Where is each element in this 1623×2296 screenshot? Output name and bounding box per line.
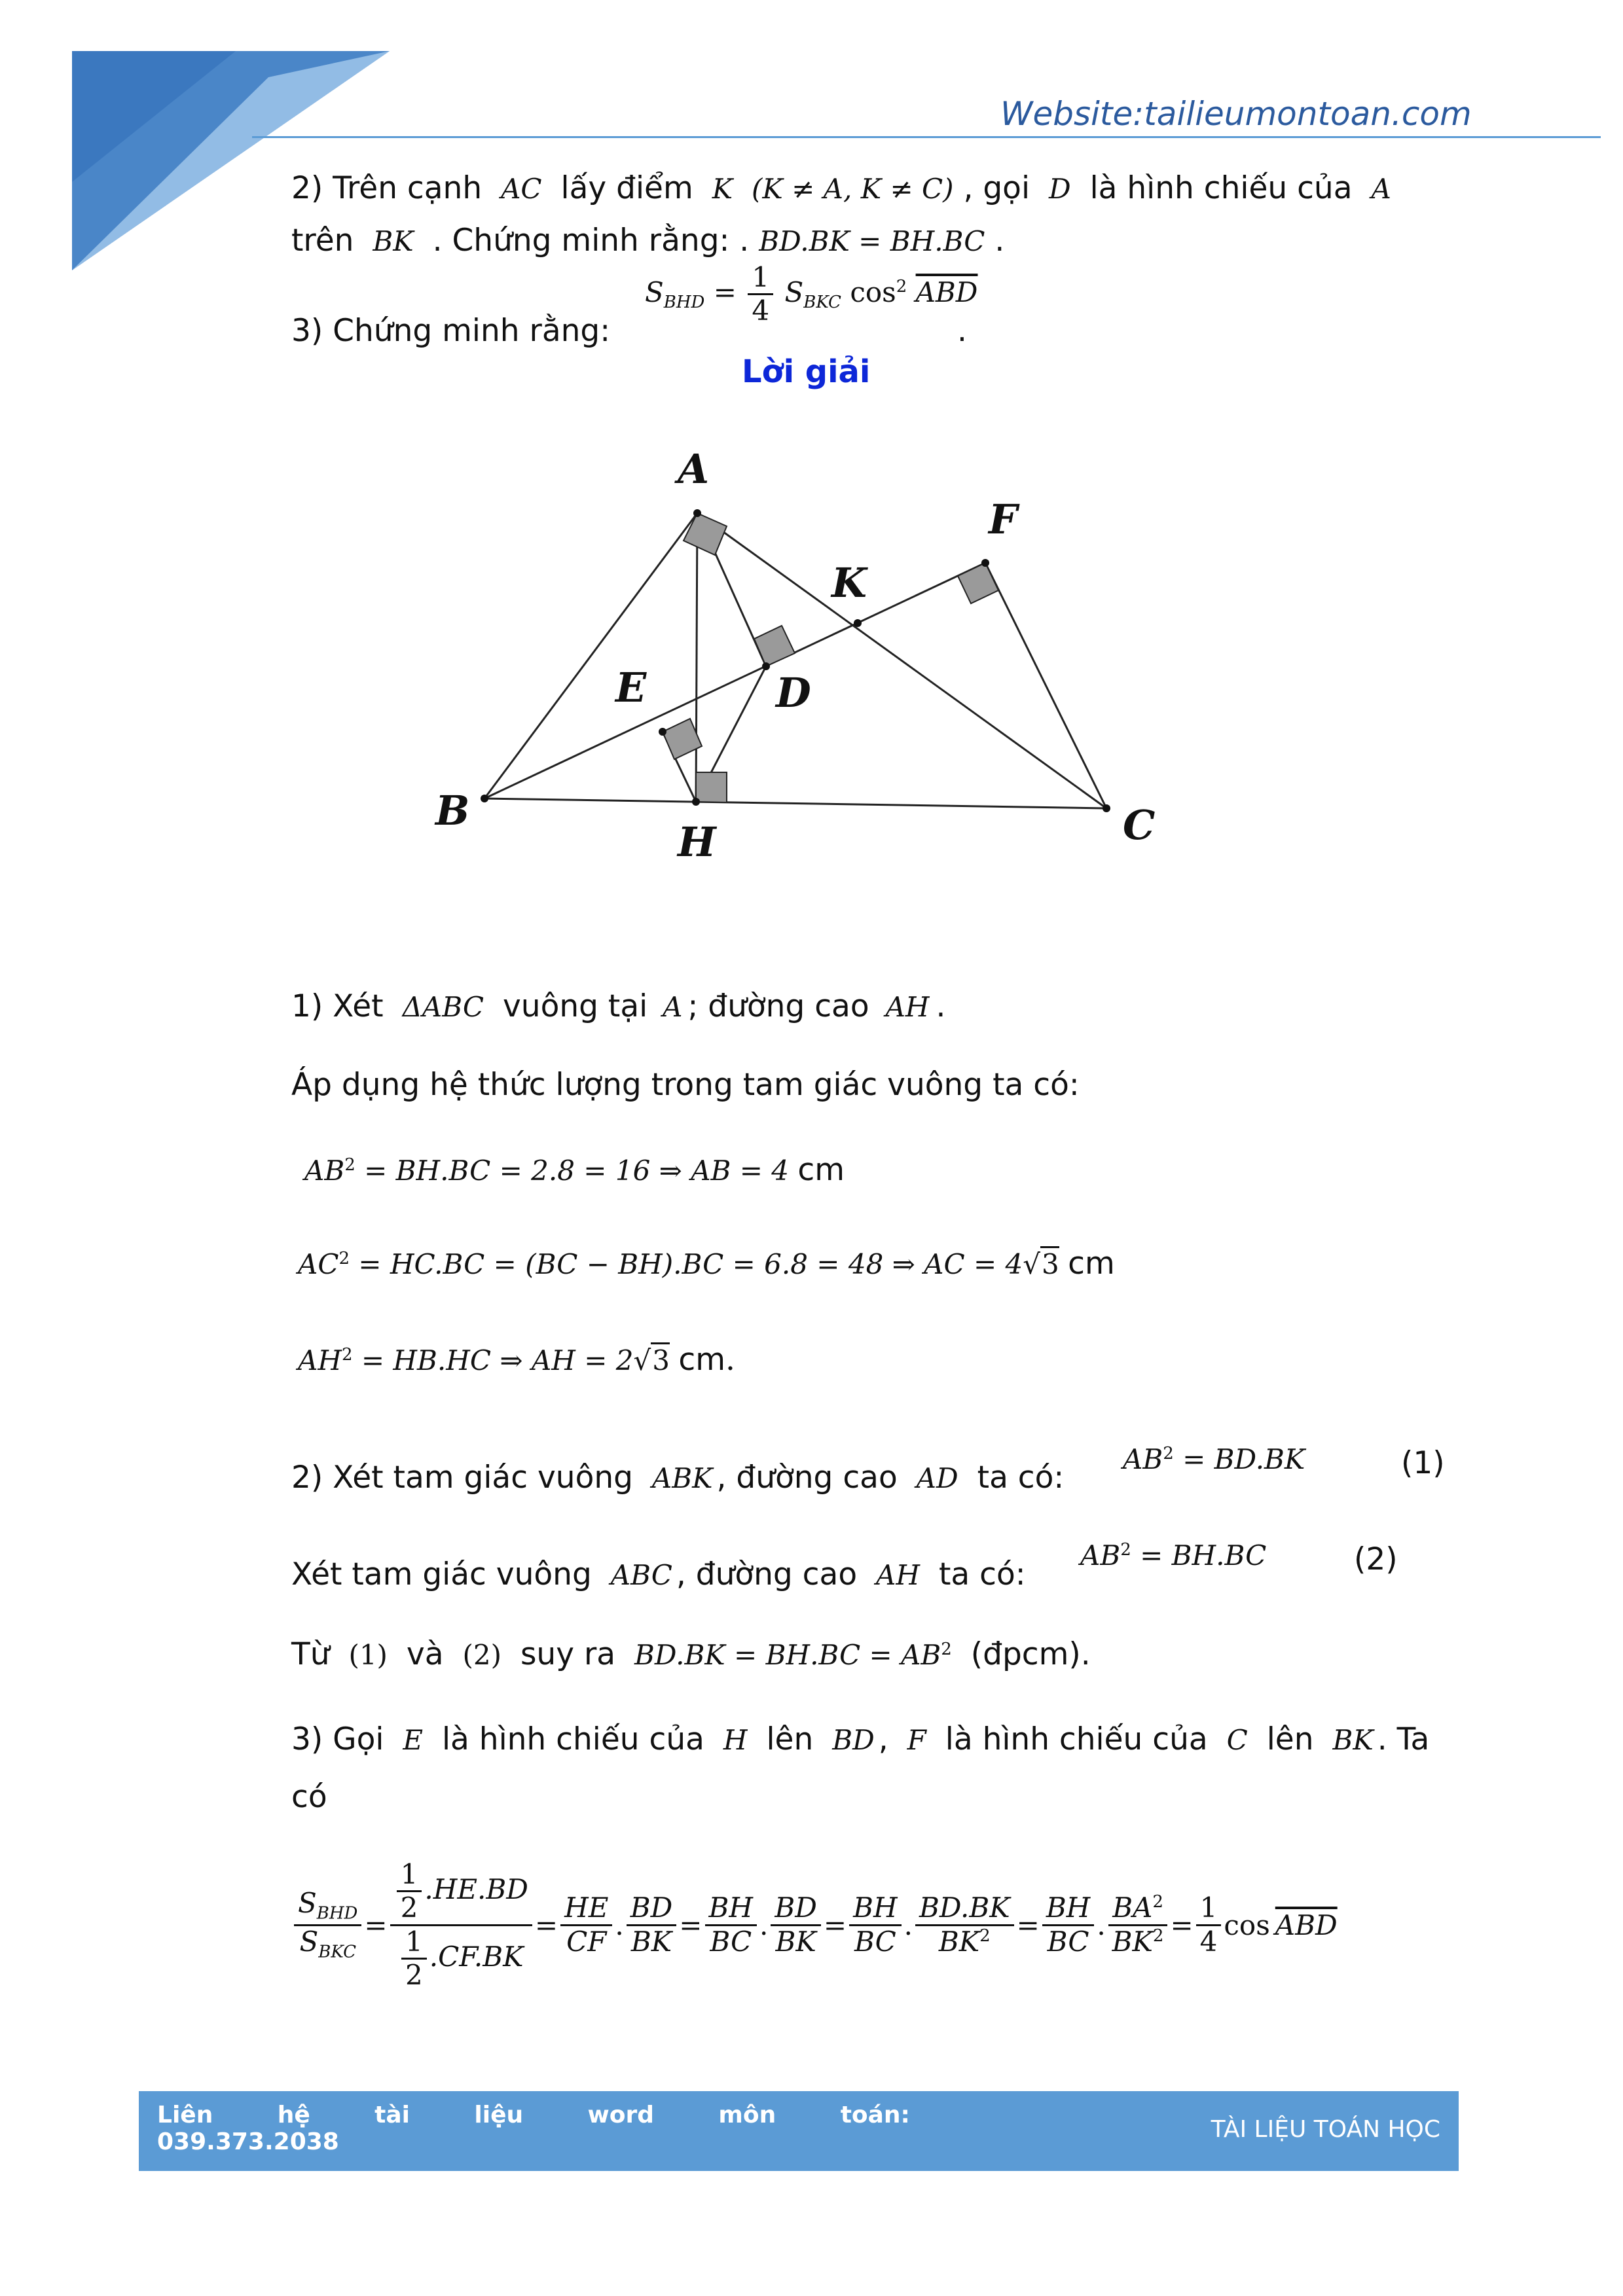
label-A: A — [678, 445, 710, 493]
frac-big — [390, 1859, 532, 1991]
text: , — [878, 1721, 888, 1757]
HEBD: .HE.BD — [424, 1873, 528, 1905]
lhs: AB — [1080, 1539, 1121, 1571]
dot: . — [1097, 1909, 1106, 1941]
S: S — [784, 276, 804, 308]
rest: = BD.BK — [1182, 1443, 1305, 1475]
rest: = BH.BC = 2.8 = 16 ⇒ AB = 4 — [364, 1155, 789, 1187]
frac-BH-BC — [1042, 1892, 1095, 1958]
den: CF — [566, 1925, 607, 1958]
tag-1: (1) — [1401, 1445, 1445, 1481]
s3-line2: có — [291, 1779, 327, 1815]
footer-bar — [139, 2091, 1459, 2171]
text: ; đường cao — [687, 988, 869, 1024]
word: liệu — [474, 2102, 524, 2128]
math-H: H — [723, 1724, 748, 1756]
right-angle-H — [696, 772, 727, 802]
point-K — [854, 619, 862, 627]
label-D: D — [776, 669, 811, 717]
math-ABK: ABK — [651, 1462, 713, 1494]
equals: = — [1016, 1909, 1040, 1941]
den: 2 — [405, 1958, 423, 1991]
frac-quarter — [1196, 1892, 1222, 1958]
text: là hình chiếu của — [945, 1721, 1208, 1757]
text: là hình chiếu của — [1089, 170, 1353, 206]
point-A — [693, 509, 701, 517]
den: 4 — [752, 295, 770, 327]
line-AH — [696, 513, 697, 802]
s2-conclusion — [291, 1636, 1091, 1673]
header-website[interactable]: Website:tailieumontoan.com — [1000, 95, 1472, 133]
sup-2: 2 — [896, 276, 907, 296]
eq2 — [298, 1246, 1115, 1282]
num: BH — [1042, 1892, 1095, 1926]
text: lấy điểm — [560, 170, 693, 206]
point-E — [659, 728, 666, 736]
den: BK — [630, 1925, 672, 1958]
final-equation — [291, 1859, 1338, 1991]
text: , đường cao — [676, 1556, 858, 1592]
text: Từ — [291, 1636, 330, 1672]
footer-contact — [157, 2102, 910, 2155]
eq1 — [304, 1152, 845, 1189]
num — [294, 1888, 361, 1926]
text: vuông tại — [502, 988, 648, 1024]
label-B: B — [435, 787, 470, 834]
sqrt-content: 3 — [1040, 1246, 1059, 1280]
text: 3) Gọi — [291, 1721, 384, 1757]
math-C: C — [1226, 1724, 1248, 1756]
sqrt-sign: √ — [1023, 1248, 1041, 1280]
equals: = — [713, 276, 737, 308]
math-AH: AH — [876, 1559, 920, 1591]
den: 4 — [1199, 1925, 1218, 1958]
den — [390, 1926, 532, 1992]
right-angle-F — [958, 563, 998, 603]
num: 1 — [748, 262, 773, 295]
text: trên — [291, 223, 354, 259]
sqrt-content: 3 — [651, 1342, 670, 1376]
s2-line1 — [291, 1460, 1064, 1496]
equals: = — [823, 1909, 847, 1941]
CFBK: .CF.BK — [429, 1940, 524, 1973]
sup-2: 2 — [341, 1345, 353, 1365]
angle-ABD: $\overline{ABD}$ — [1275, 1909, 1338, 1941]
num: BH — [705, 1892, 757, 1926]
text: , gọi — [963, 170, 1030, 206]
text: suy ra — [520, 1636, 616, 1672]
sup-2: 2 — [344, 1155, 356, 1175]
point-F — [981, 559, 989, 567]
num: HE — [560, 1892, 612, 1926]
sub: BHD — [316, 1903, 358, 1924]
sup-2: 2 — [1152, 1926, 1164, 1946]
S: S — [298, 1887, 317, 1920]
sup-2: 2 — [979, 1926, 991, 1946]
den: BK — [775, 1925, 816, 1958]
sub: BKC — [318, 1941, 356, 1962]
math-A: A — [663, 991, 683, 1023]
math-BK: BK — [1332, 1724, 1374, 1756]
text: (đpcm). — [970, 1636, 1091, 1672]
frac-BH-BC — [849, 1892, 902, 1958]
dot: . — [725, 1342, 735, 1378]
lhs: AC — [298, 1248, 339, 1280]
text: lên — [1266, 1721, 1314, 1757]
frac-BA2-BK2 — [1108, 1892, 1168, 1958]
frac-BD-BK — [627, 1892, 677, 1958]
den: BC — [854, 1925, 896, 1958]
math-BK: BK — [373, 225, 414, 257]
text: 2) Trên cạnh — [291, 170, 483, 206]
frac-S-ratio — [294, 1888, 361, 1962]
cos: cos — [1224, 1909, 1270, 1941]
p3-end: . — [957, 313, 967, 349]
num: 1 — [397, 1859, 422, 1892]
math-triangle-ABC: ΔABC — [402, 991, 484, 1023]
sup-2: 2 — [941, 1640, 952, 1659]
num — [1108, 1892, 1168, 1926]
tag-2: (2) — [1354, 1541, 1398, 1577]
equals: = — [364, 1909, 388, 1941]
line-AB — [484, 513, 697, 798]
right-angle-A — [684, 513, 727, 555]
math-2: (2) — [462, 1639, 501, 1671]
den-text: BK — [938, 1925, 980, 1958]
den: BC — [710, 1925, 752, 1958]
text: . Ta — [1377, 1721, 1430, 1757]
chain: BD.BK = BH.BC = AB — [634, 1639, 941, 1671]
point-B — [481, 795, 488, 802]
p2-line2 — [291, 223, 1004, 259]
lhs: AB — [304, 1155, 345, 1187]
sub: BKC — [803, 293, 841, 313]
line-BC — [484, 798, 1106, 808]
footer-contact-line1 — [157, 2102, 910, 2128]
label-E: E — [615, 664, 647, 711]
math-condition: (K ≠ A, K ≠ C) — [752, 173, 954, 205]
lhs: AB — [1123, 1443, 1163, 1475]
header-rule — [252, 136, 1601, 138]
num: 1 — [1196, 1892, 1222, 1926]
num: BH — [849, 1892, 902, 1926]
word: word — [587, 2102, 655, 2128]
label-K: K — [831, 559, 867, 607]
sup-2: 2 — [338, 1249, 350, 1268]
text: và — [406, 1636, 444, 1672]
math-1: (1) — [348, 1639, 388, 1671]
sup-2: 2 — [1152, 1892, 1163, 1912]
half — [397, 1859, 422, 1924]
math-K: K — [712, 173, 733, 205]
frac-HE-CF — [560, 1892, 612, 1958]
text: là hình chiếu của — [442, 1721, 704, 1757]
footer-phone[interactable]: 039.373.2038 — [157, 2128, 339, 2155]
s1-apply: Áp dụng hệ thức lượng trong tam giác vuông ta có: — [291, 1067, 1080, 1103]
word: Liên — [157, 2102, 213, 2128]
equals: = — [679, 1909, 702, 1941]
text: ta có: — [977, 1460, 1065, 1496]
s2-eq1 — [1123, 1443, 1305, 1475]
math-AC: AC — [501, 173, 542, 205]
dot: . — [615, 1909, 624, 1941]
math-AH: AH — [885, 991, 930, 1023]
text: 2) Xét tam giác vuông — [291, 1460, 633, 1496]
text: . — [936, 988, 946, 1024]
math-BDBK-eq: BD.BK = BH.BC — [759, 225, 985, 257]
den: BC — [1047, 1925, 1089, 1958]
p3-formula — [645, 262, 977, 327]
s2-eq2 — [1080, 1539, 1266, 1571]
rest: = HB.HC ⇒ AH = 2 — [361, 1344, 634, 1376]
sup-2: 2 — [1120, 1540, 1131, 1560]
text: Xét tam giác vuông — [291, 1556, 592, 1592]
lhs: AH — [298, 1344, 342, 1376]
cos: cos — [850, 276, 896, 308]
label-H: H — [678, 818, 716, 866]
text: 1) Xét — [291, 988, 384, 1024]
num: 1 — [401, 1926, 427, 1960]
unit: cm — [1068, 1246, 1115, 1282]
frac-quarter — [748, 262, 773, 327]
num — [390, 1859, 532, 1926]
num: BD — [627, 1892, 677, 1926]
text: . Chứng minh rằng: . — [432, 223, 750, 259]
label-C: C — [1123, 801, 1156, 849]
label-F: F — [989, 495, 1018, 543]
num: BD.BK — [915, 1892, 1014, 1926]
point-D — [762, 662, 770, 670]
den — [1108, 1926, 1168, 1958]
s1-line — [291, 988, 946, 1025]
unit: cm — [678, 1342, 725, 1378]
math-ABC: ABC — [610, 1559, 672, 1591]
dot: . — [903, 1909, 913, 1941]
text: . — [994, 223, 1005, 259]
num: BD — [771, 1892, 821, 1926]
p2-line1 — [291, 170, 1391, 207]
num-text: BA — [1112, 1892, 1153, 1924]
word: toán: — [840, 2102, 910, 2128]
math-chain — [634, 1639, 952, 1671]
word: tài — [374, 2102, 410, 2128]
text: , đường cao — [716, 1460, 898, 1496]
math-AD: AD — [916, 1462, 958, 1494]
S: S — [645, 276, 664, 308]
S: S — [299, 1925, 319, 1958]
geometry-figure — [419, 445, 1205, 877]
point-C — [1103, 804, 1110, 812]
math-BD: BD — [832, 1724, 875, 1756]
math-A: A — [1371, 173, 1391, 205]
math-F: F — [907, 1724, 926, 1756]
s3-line1 — [291, 1721, 1429, 1758]
p3-line — [291, 313, 610, 350]
text: ta có: — [938, 1556, 1026, 1592]
sub: BHD — [663, 293, 705, 313]
sqrt-sign: √ — [633, 1344, 651, 1376]
line-CF — [985, 563, 1106, 808]
frac-BDBK-BK2 — [915, 1892, 1014, 1958]
angle-ABD: $\overline{ABD}$ — [915, 276, 978, 308]
math-D: D — [1048, 173, 1071, 205]
right-angle-D — [754, 626, 795, 666]
footer-brand: TÀI LIỆU TOÁN HỌC — [1211, 2116, 1440, 2143]
frac-BD-BK — [771, 1892, 821, 1958]
s2-line2 — [291, 1556, 1026, 1593]
equals: = — [534, 1909, 558, 1941]
den-text: BK — [1112, 1925, 1153, 1958]
word: hệ — [277, 2102, 310, 2128]
unit: cm — [797, 1152, 845, 1188]
sup-2: 2 — [1163, 1444, 1174, 1463]
eq3 — [298, 1342, 735, 1378]
text: 3) Chứng minh rằng: — [291, 313, 611, 349]
point-H — [692, 798, 700, 806]
den — [294, 1926, 361, 1962]
math-E: E — [403, 1724, 424, 1756]
dot: . — [759, 1909, 769, 1941]
solution-title: Lời giải — [742, 353, 871, 390]
rest: = HC.BC = (BC − BH).BC = 6.8 = 48 ⇒ AC = 4 — [358, 1248, 1023, 1280]
rest: = BH.BC — [1140, 1539, 1267, 1571]
half — [401, 1926, 427, 1992]
den — [915, 1926, 1014, 1958]
frac-BH-BC — [705, 1892, 757, 1958]
text: lên — [766, 1721, 814, 1757]
word: môn — [718, 2102, 776, 2128]
line-AC — [697, 513, 1106, 808]
den: 2 — [400, 1892, 418, 1924]
equals: = — [1170, 1909, 1194, 1941]
